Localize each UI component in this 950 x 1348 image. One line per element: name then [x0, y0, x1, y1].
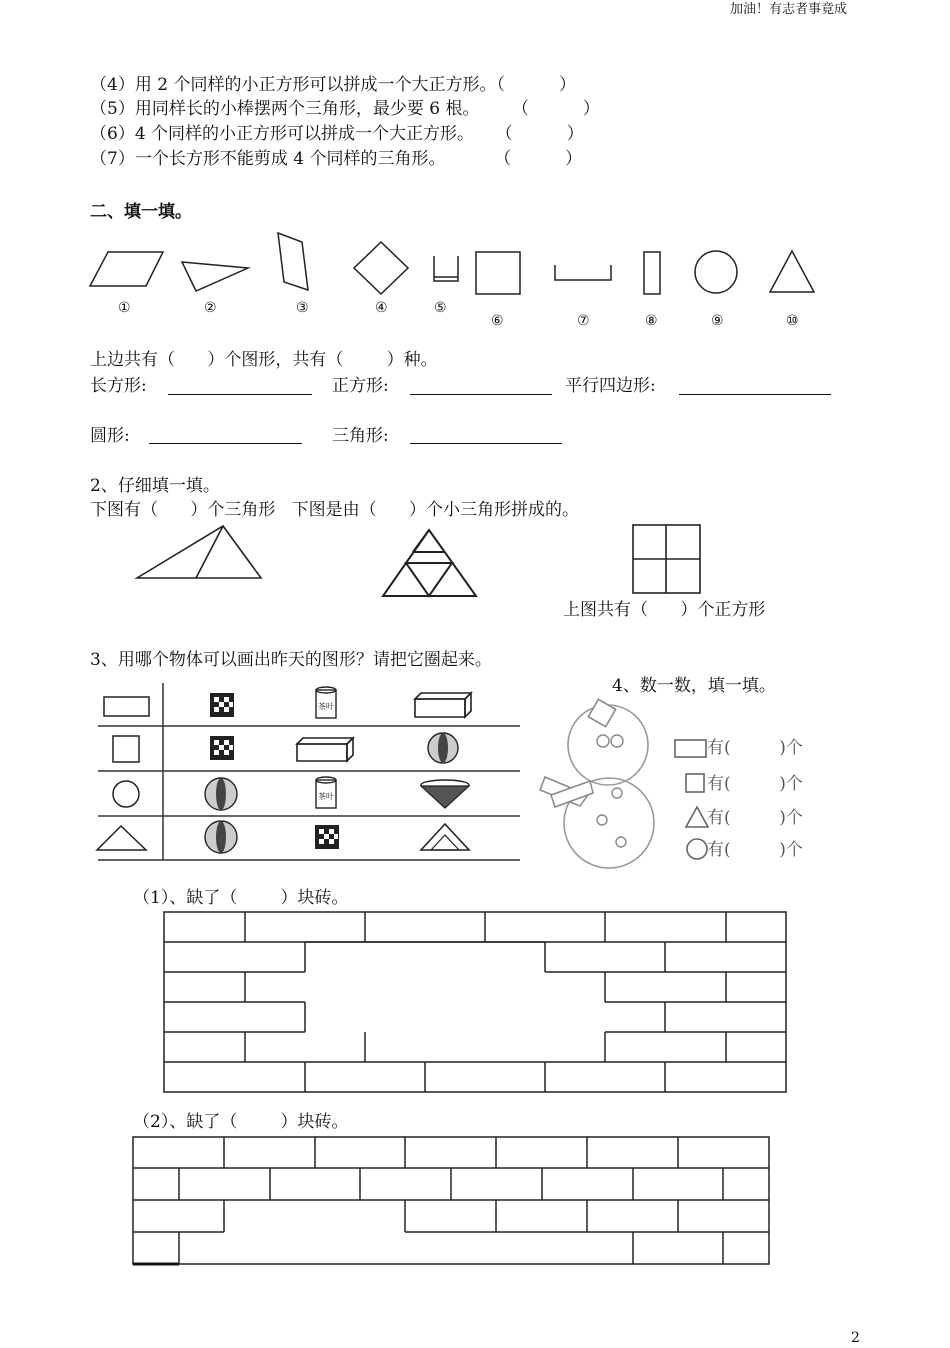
shape-label-7: ⑦ [577, 313, 590, 329]
count-line: 上边共有（ ）个图形，共有（ ）种。 [90, 350, 438, 370]
shape-label-9: ⑨ [711, 313, 724, 329]
q4-row-circle: 有( )个 [707, 840, 803, 860]
tri-label: 三角形: [332, 426, 389, 446]
judge-item-4: （4）用 2 个同样的小正方形可以拼成一个大正方形。（ ） [90, 75, 576, 95]
shape-label-6: ⑥ [491, 313, 504, 329]
shape-label-8: ⑧ [645, 313, 658, 329]
row3-can-label: 茶叶 [318, 792, 334, 801]
circle-label: 圆形: [90, 426, 130, 446]
page-number: 2 [851, 1330, 860, 1346]
judge-item-6: （6）4 个同样的小正方形可以拼成一个大正方形。 （ ） [90, 124, 584, 144]
wall1-question: （1）、缺了（ ）块砖。 [133, 888, 349, 908]
q4-row-triangle: 有( )个 [707, 808, 803, 828]
shape-label-1: ① [118, 300, 131, 316]
q4-title: 4、数一数，填一填。 [612, 676, 776, 696]
q4-row-square: 有( )个 [707, 774, 803, 794]
judge-item-5: （5）用同样长的小棒摆两个三角形，最少要 6 根。 （ ） [90, 99, 600, 119]
shape-label-4: ④ [375, 300, 388, 316]
q3-title: 3、用哪个物体可以画出昨天的图形？请把它圈起来。 [90, 650, 492, 670]
shape-label-5: ⑤ [434, 300, 447, 316]
row1-can-label: 茶叶 [318, 702, 334, 711]
q4-row-rectangle: 有( )个 [707, 738, 803, 758]
wall2-question: （2）、缺了（ ）块砖。 [133, 1112, 349, 1132]
shape-label-3: ③ [296, 300, 309, 316]
para-label: 平行四边形: [565, 376, 656, 396]
shape-label-10: ⑩ [786, 313, 799, 329]
q2-title: 2、仔细填一填。 [90, 476, 220, 496]
header-motto: 加油！有志者事竟成 [730, 2, 848, 17]
square-caption: 上图共有（ ）个正方形 [563, 600, 766, 620]
rect-label: 长方形: [90, 376, 147, 396]
judge-item-7: （7）一个长方形不能剪成 4 个同样的三角形。 （ ） [90, 149, 583, 169]
shape-label-2: ② [204, 300, 217, 316]
q2-line: 下图有（ ）个三角形 下图是由（ ）个小三角形拼成的。 [90, 500, 580, 520]
section2-title: 二、填一填。 [90, 202, 192, 222]
square-label: 正方形: [332, 376, 389, 396]
